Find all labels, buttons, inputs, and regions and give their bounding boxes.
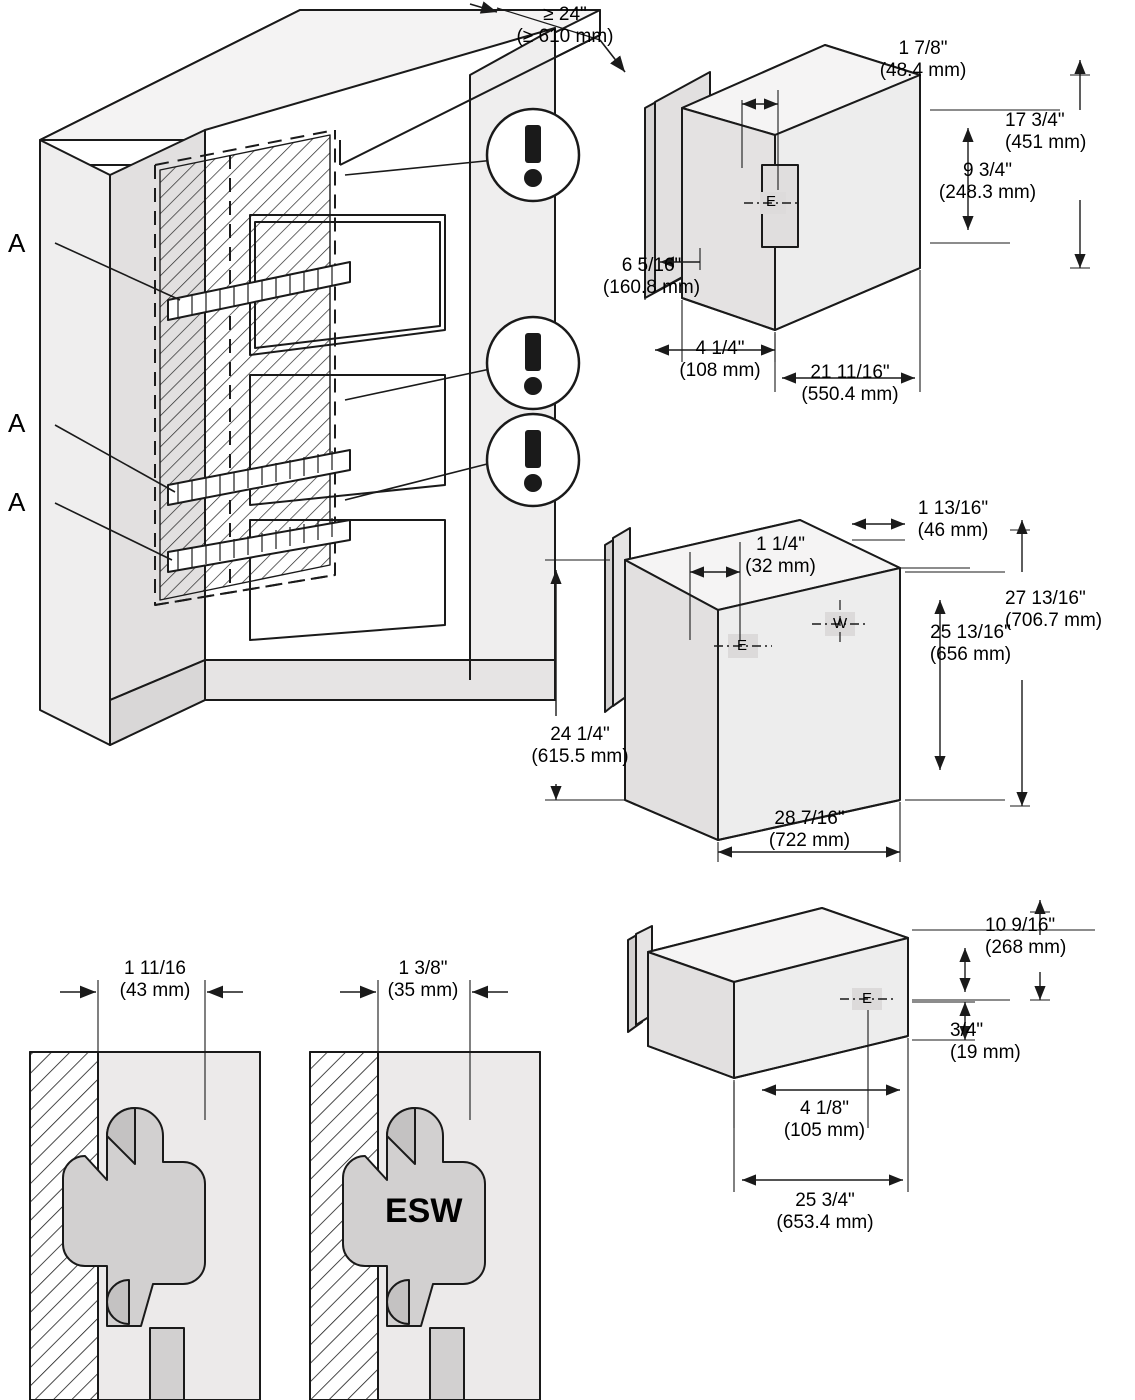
dim-cabinet-depth: ≥ 24" (≥ 610 mm) <box>516 4 614 47</box>
dim-oven-large-3: 27 13/16" (706.7 mm) <box>1005 588 1103 631</box>
esw-label: ESW <box>385 1192 463 1230</box>
dim-oven-large-1: 1 13/16" (46 mm) <box>917 498 989 541</box>
dim-drawer-1: 10 9/16" (268 mm) <box>985 915 1067 958</box>
dim-oven-large-4: 25 13/16" (656 mm) <box>929 622 1012 665</box>
callout-a-1: A <box>8 228 26 258</box>
callout-a-3: A <box>8 487 26 517</box>
callout-a-2: A <box>8 408 26 438</box>
dim-oven-small-2: 17 3/4" (451 mm) <box>1005 110 1087 153</box>
dim-oven-small-3: 9 3/4" (248.3 mm) <box>938 160 1037 203</box>
plug-detail-right <box>310 980 540 1400</box>
dim-plug-left: 1 11/16 (43 mm) <box>119 958 191 1001</box>
plug-detail-left <box>30 980 260 1400</box>
tag-electrical-oven-large: E <box>737 637 748 654</box>
dim-oven-small-4: 6 5/16" (160.8 mm) <box>602 255 701 298</box>
dim-oven-large-2: 1 1/4" (32 mm) <box>745 534 816 577</box>
dim-oven-small-6: 21 11/16" (550.4 mm) <box>801 362 899 405</box>
dim-plug-right: 1 3/8" (35 mm) <box>387 958 459 1001</box>
dim-drawer-2: 3/4" (19 mm) <box>950 1020 1021 1063</box>
dim-drawer-4: 25 3/4" (653.4 mm) <box>776 1190 874 1233</box>
dim-drawer-3: 4 1/8" (105 mm) <box>783 1098 866 1141</box>
tag-water-oven-large: W <box>833 615 848 632</box>
dim-oven-large-5: 24 1/4" (615.5 mm) <box>531 724 629 767</box>
dim-oven-large-6: 28 7/16" (722 mm) <box>768 808 851 851</box>
dim-oven-small-1: 1 7/8" (48.4 mm) <box>879 38 967 81</box>
cabinet-isometric <box>40 4 625 745</box>
tag-electrical-oven-small: E <box>766 193 777 210</box>
dim-oven-small-5: 4 1/4" (108 mm) <box>679 338 761 381</box>
tag-electrical-drawer: E <box>862 990 873 1007</box>
